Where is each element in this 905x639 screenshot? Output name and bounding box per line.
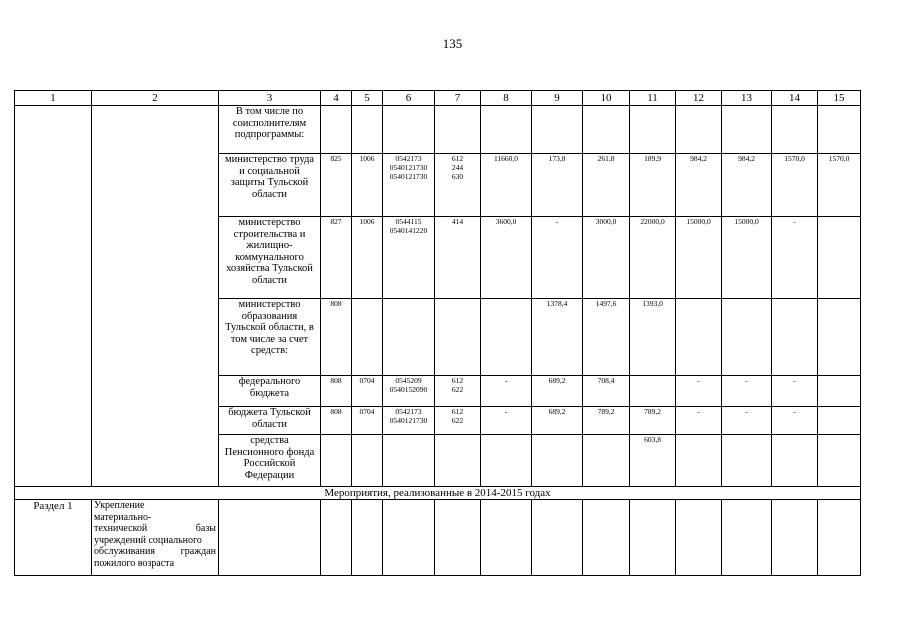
- value-cell-c13: [722, 435, 772, 487]
- task-line: Укрепление: [94, 500, 145, 511]
- value-cell-c6: [383, 106, 435, 154]
- empty-cell: [532, 500, 583, 576]
- empty-cell: [583, 500, 630, 576]
- value-cell-c15: [818, 106, 861, 154]
- value-cell-c12: [676, 299, 722, 376]
- executor-cell: министерство строительства и жилищно-коммунального хозяйства Тульской области: [219, 217, 321, 299]
- value-cell-c10: 708,4: [583, 376, 630, 407]
- header-cell: 6: [383, 91, 435, 106]
- value-cell-c7: 414: [435, 217, 481, 299]
- task-line: технической базы: [94, 523, 216, 534]
- empty-cell: [15, 106, 92, 487]
- executor-cell: В том числе по соисполнителям подпрограммы:: [219, 106, 321, 154]
- header-cell: 14: [772, 91, 818, 106]
- header-row: [15, 91, 861, 106]
- value-cell-c11: 789,2: [630, 407, 676, 435]
- header-cell: 10: [583, 91, 630, 106]
- section-row: [15, 500, 861, 576]
- section-label: Раздел 1: [15, 500, 92, 576]
- empty-cell: [219, 500, 321, 576]
- table-row: [15, 106, 861, 154]
- value-cell-c14: [772, 106, 818, 154]
- value-cell-c6: 0544115 0540141220: [383, 217, 435, 299]
- value-cell-c11: 1393,0: [630, 299, 676, 376]
- value-cell-c5: [352, 106, 383, 154]
- value-cell-c4: 827: [321, 217, 352, 299]
- value-cell-c7: 612 244 630: [435, 154, 481, 217]
- empty-cell: [481, 500, 532, 576]
- value-cell-c8: [481, 435, 532, 487]
- value-cell-c4: 825: [321, 154, 352, 217]
- value-cell-c10: 1497,6: [583, 299, 630, 376]
- executor-cell: министерство образования Тульской области, в том числе за счет средств:: [219, 299, 321, 376]
- header-cell: 12: [676, 91, 722, 106]
- value-cell-c12: [676, 435, 722, 487]
- value-cell-c12: 984,2: [676, 154, 722, 217]
- value-cell-c5: 0704: [352, 407, 383, 435]
- value-cell-c10: [583, 106, 630, 154]
- value-cell-c5: 1006: [352, 154, 383, 217]
- empty-cell: [630, 500, 676, 576]
- value-cell-c10: 789,2: [583, 407, 630, 435]
- value-cell-c9: 1378,4: [532, 299, 583, 376]
- value-cell-c11: 22000,0: [630, 217, 676, 299]
- value-cell-c7: [435, 299, 481, 376]
- task-line: материально-: [94, 511, 152, 523]
- empty-cell: [722, 500, 772, 576]
- value-cell-c6: 0545209 0540152090: [383, 376, 435, 407]
- value-cell-c6: 0542173 0540121730: [383, 407, 435, 435]
- empty-cell: [772, 500, 818, 576]
- value-cell-c5: 0704: [352, 376, 383, 407]
- value-cell-c12: -: [676, 407, 722, 435]
- value-cell-c13: 15000,0: [722, 217, 772, 299]
- value-cell-c8: 11660,0: [481, 154, 532, 217]
- task-line: обслуживания граждан: [94, 546, 216, 557]
- header-cell: 8: [481, 91, 532, 106]
- task-line: учреждений социального: [94, 534, 202, 546]
- value-cell-c9: 689,2: [532, 376, 583, 407]
- empty-cell: [352, 500, 383, 576]
- header-cell: 5: [352, 91, 383, 106]
- value-cell-c4: [321, 435, 352, 487]
- value-cell-c15: [818, 376, 861, 407]
- page-number: 135: [442, 36, 463, 51]
- value-cell-c12: [676, 106, 722, 154]
- value-cell-c5: [352, 435, 383, 487]
- value-cell-c14: [772, 435, 818, 487]
- value-cell-c14: [772, 299, 818, 376]
- header-cell: 13: [722, 91, 772, 106]
- value-cell-c15: [818, 435, 861, 487]
- value-cell-c11: [630, 106, 676, 154]
- executor-cell: средства Пенсионного фонда Российской Федерации: [219, 435, 321, 487]
- empty-cell: [676, 500, 722, 576]
- value-cell-c14: -: [772, 376, 818, 407]
- header-cell: 3: [219, 91, 321, 106]
- value-cell-c7: 612 622: [435, 407, 481, 435]
- value-cell-c8: [481, 299, 532, 376]
- header-cell: 1: [15, 91, 92, 106]
- header-cell: 11: [630, 91, 676, 106]
- header-cell: 7: [435, 91, 481, 106]
- empty-cell: [92, 106, 219, 487]
- executor-cell: министерство труда и социальной защиты Тульской области: [219, 154, 321, 217]
- value-cell-c7: 612 622: [435, 376, 481, 407]
- value-cell-c14: -: [772, 217, 818, 299]
- value-cell-c4: 808: [321, 299, 352, 376]
- value-cell-c8: -: [481, 376, 532, 407]
- value-cell-c14: 1570,0: [772, 154, 818, 217]
- value-cell-c9: [532, 435, 583, 487]
- value-cell-c9: 173,8: [532, 154, 583, 217]
- value-cell-c4: 808: [321, 407, 352, 435]
- value-cell-c11: 189,9: [630, 154, 676, 217]
- value-cell-c13: -: [722, 376, 772, 407]
- value-cell-c13: [722, 106, 772, 154]
- task-line: пожилого возраста: [94, 557, 175, 569]
- value-cell-c15: 1570,0: [818, 154, 861, 217]
- value-cell-c6: 0542173 0540121730 0540121730: [383, 154, 435, 217]
- empty-cell: [435, 500, 481, 576]
- value-cell-c12: -: [676, 376, 722, 407]
- executor-cell: федерального бюджета: [219, 376, 321, 407]
- value-cell-c10: 261,8: [583, 154, 630, 217]
- header-cell: 9: [532, 91, 583, 106]
- value-cell-c10: [583, 435, 630, 487]
- value-cell-c13: -: [722, 407, 772, 435]
- value-cell-c5: 1006: [352, 217, 383, 299]
- value-cell-c15: [818, 299, 861, 376]
- executor-cell: бюджета Тульской области: [219, 407, 321, 435]
- value-cell-c7: [435, 435, 481, 487]
- value-cell-c8: [481, 106, 532, 154]
- value-cell-c14: -: [772, 407, 818, 435]
- value-cell-c4: 808: [321, 376, 352, 407]
- value-cell-c9: 689,2: [532, 407, 583, 435]
- empty-cell: [321, 500, 352, 576]
- budget-table: [14, 90, 861, 576]
- value-cell-c8: 3600,0: [481, 217, 532, 299]
- header-cell: 2: [92, 91, 219, 106]
- value-cell-c15: [818, 217, 861, 299]
- value-cell-c5: [352, 299, 383, 376]
- value-cell-c11: [630, 376, 676, 407]
- value-cell-c4: [321, 106, 352, 154]
- value-cell-c6: [383, 435, 435, 487]
- value-cell-c10: 3000,0: [583, 217, 630, 299]
- value-cell-c13: [722, 299, 772, 376]
- header-cell: 15: [818, 91, 861, 106]
- value-cell-c9: -: [532, 217, 583, 299]
- header-cell: 4: [321, 91, 352, 106]
- value-cell-c6: [383, 299, 435, 376]
- section-banner: Мероприятия, реализованные в 2014-2015 годах: [15, 487, 861, 500]
- banner-row: [15, 487, 861, 500]
- value-cell-c13: 984,2: [722, 154, 772, 217]
- value-cell-c11: 603,8: [630, 435, 676, 487]
- value-cell-c9: [532, 106, 583, 154]
- value-cell-c15: [818, 407, 861, 435]
- empty-cell: [383, 500, 435, 576]
- task-description: [92, 500, 219, 576]
- empty-cell: [818, 500, 861, 576]
- value-cell-c8: -: [481, 407, 532, 435]
- value-cell-c7: [435, 106, 481, 154]
- value-cell-c12: 15000,0: [676, 217, 722, 299]
